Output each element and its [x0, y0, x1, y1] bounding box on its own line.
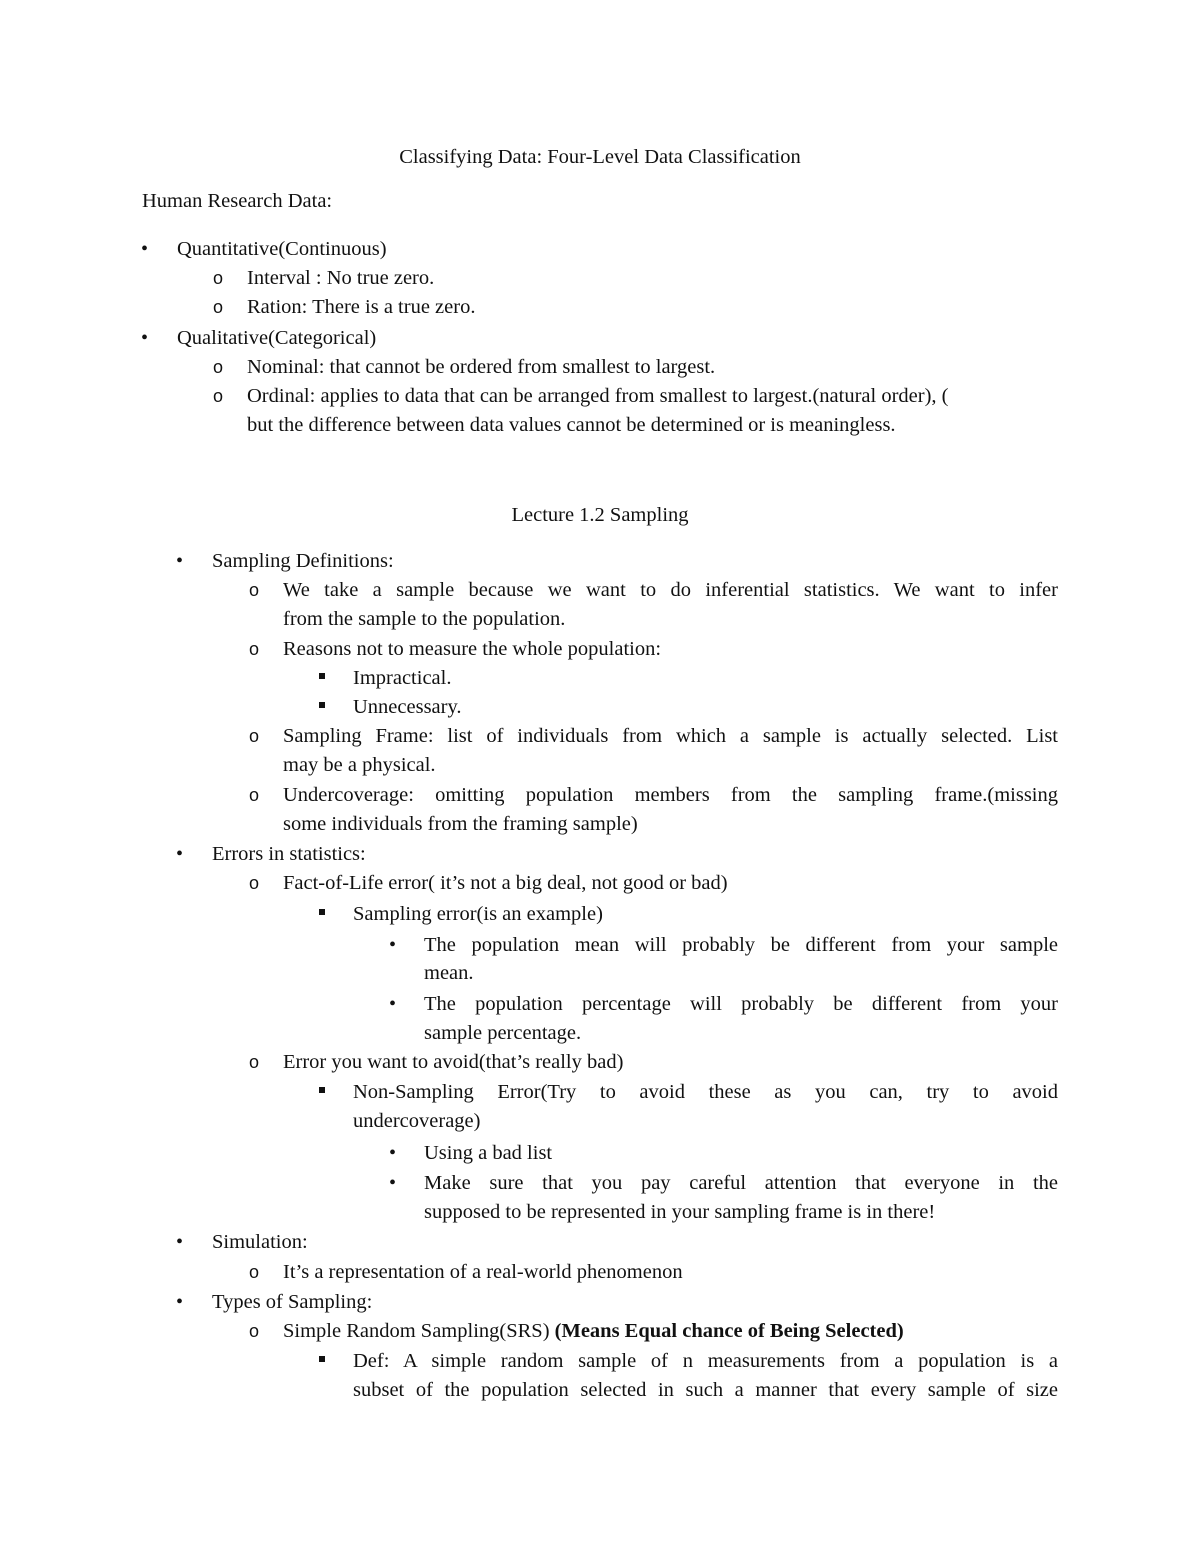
- bullet-icon: •: [389, 1142, 397, 1164]
- heading-human-research: Human Research Data:: [142, 190, 333, 212]
- list-item-ordinal: Ordinal: applies to data that can be arranged from smallest to largest.(natural order), (: [247, 385, 949, 407]
- square-bullet-icon: [319, 909, 325, 915]
- srs-label: Simple Random Sampling(SRS): [283, 1320, 555, 1342]
- list-item-errors: Errors in statistics:: [212, 843, 366, 865]
- list-item-error-avoid: Error you want to avoid(that’s really bad): [283, 1051, 624, 1073]
- bullet-icon: •: [389, 993, 397, 1015]
- circle-bullet-icon: o: [213, 386, 224, 406]
- bullet-icon: •: [141, 327, 149, 349]
- square-bullet-icon: [319, 673, 325, 679]
- list-item-we-take: We take a sample because we want to do inferential statistics. We want to infer: [283, 579, 1058, 601]
- circle-bullet-icon: o: [249, 726, 260, 746]
- circle-bullet-icon: o: [249, 1052, 260, 1072]
- circle-bullet-icon: o: [213, 357, 224, 377]
- list-item-make-sure: Make sure that you pay careful attention that everyone in the: [424, 1172, 1058, 1194]
- circle-bullet-icon: o: [249, 873, 260, 893]
- circle-bullet-icon: o: [213, 297, 224, 317]
- list-item-reasons: Reasons not to measure the whole population:: [283, 638, 662, 660]
- page-title-lecture: Lecture 1.2 Sampling: [511, 504, 689, 526]
- square-bullet-icon: [319, 1087, 325, 1093]
- bullet-icon: •: [176, 843, 184, 865]
- bullet-icon: •: [176, 1231, 184, 1253]
- list-item-undercoverage-cont: some individuals from the framing sample): [283, 813, 638, 835]
- circle-bullet-icon: o: [213, 268, 224, 288]
- list-item-bad-list: Using a bad list: [424, 1142, 553, 1164]
- list-item-undercoverage: Undercoverage: omitting population members from the sampling frame.(missing: [283, 784, 1058, 806]
- list-item-qualitative: Qualitative(Categorical): [177, 327, 377, 349]
- square-bullet-icon: [319, 1356, 325, 1362]
- list-item-pop-percentage: The population percentage will probably be different from your: [424, 993, 1058, 1015]
- list-item-representation: It’s a representation of a real-world phenomenon: [283, 1261, 683, 1283]
- list-item-types-of-sampling: Types of Sampling:: [212, 1291, 373, 1313]
- list-item-interval: Interval : No true zero.: [247, 267, 435, 289]
- page-title-classifying: Classifying Data: Four-Level Data Classification: [399, 146, 801, 168]
- bullet-icon: •: [176, 1291, 184, 1313]
- list-item-def-cont: subset of the population selected in such a manner that every sample of size: [353, 1379, 1058, 1401]
- list-item-sampling-definitions: Sampling Definitions:: [212, 550, 394, 572]
- list-item-sampling-frame-cont: may be a physical.: [283, 754, 436, 776]
- list-item-srs: [283, 1318, 904, 1344]
- bullet-icon: •: [389, 1172, 397, 1194]
- list-item-def: Def: A simple random sample of n measurements from a population is a: [353, 1350, 1058, 1372]
- bullet-icon: •: [176, 550, 184, 572]
- list-item-unnecessary: Unnecessary.: [353, 696, 462, 718]
- list-item-impractical: Impractical.: [353, 667, 452, 689]
- list-item-make-sure-cont: supposed to be represented in your sampling frame is in there!: [424, 1201, 936, 1223]
- list-item-ordinal-cont: but the difference between data values cannot be determined or is meaningless.: [247, 414, 896, 436]
- list-item-pop-percentage-cont: sample percentage.: [424, 1022, 582, 1044]
- srs-emphasis: (Means Equal chance of Being Selected): [554, 1320, 904, 1342]
- list-item-ration: Ration: There is a true zero.: [247, 296, 476, 318]
- bullet-icon: •: [389, 934, 397, 956]
- circle-bullet-icon: o: [249, 580, 260, 600]
- list-item-sampling-frame: Sampling Frame: list of individuals from which a sample is actually selected. List: [283, 725, 1058, 747]
- list-item-pop-mean-cont: mean.: [424, 962, 474, 984]
- circle-bullet-icon: o: [249, 1321, 260, 1341]
- list-item-non-sampling: Non-Sampling Error(Try to avoid these as you can, try to avoid: [353, 1081, 1058, 1103]
- square-bullet-icon: [319, 702, 325, 708]
- bullet-icon: •: [141, 238, 149, 260]
- list-item-non-sampling-cont: undercoverage): [353, 1110, 481, 1132]
- circle-bullet-icon: o: [249, 785, 260, 805]
- list-item-fact-of-life: Fact-of-Life error( it’s not a big deal, not good or bad): [283, 872, 728, 894]
- circle-bullet-icon: o: [249, 639, 260, 659]
- list-item-we-take-cont: from the sample to the population.: [283, 608, 566, 630]
- circle-bullet-icon: o: [249, 1262, 260, 1282]
- list-item-simulation: Simulation:: [212, 1231, 308, 1253]
- list-item-sampling-error: Sampling error(is an example): [353, 903, 603, 925]
- list-item-pop-mean: The population mean will probably be different from your sample: [424, 934, 1058, 956]
- list-item-nominal: Nominal: that cannot be ordered from smallest to largest.: [247, 356, 716, 378]
- list-item-quantitative: Quantitative(Continuous): [177, 238, 387, 260]
